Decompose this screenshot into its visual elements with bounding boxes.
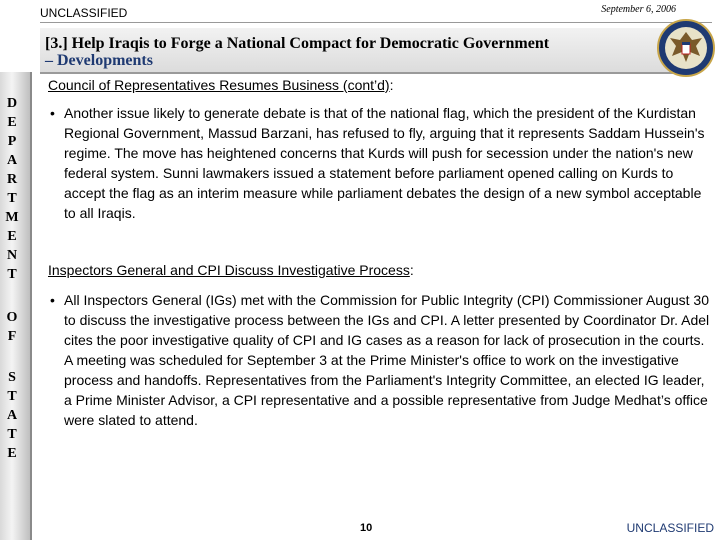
sidebar-letter: T — [7, 427, 17, 442]
bullet-dot-icon: • — [50, 105, 55, 121]
section-heading-text: Inspectors General and CPI Discuss Investigative Process — [48, 262, 410, 278]
section-heading-inspectors — [48, 262, 414, 278]
sidebar-letter: E — [7, 229, 17, 244]
heading-colon: : — [409, 262, 414, 278]
sidebar-letter: M — [5, 210, 19, 225]
section-heading-council — [48, 77, 394, 93]
heading-colon: : — [389, 77, 394, 93]
department-seal-icon — [656, 18, 716, 78]
sidebar-letter: O — [6, 310, 18, 325]
slide-title: [3.] Help Iraqis to Forge a National Compact for Democratic Government — [45, 35, 550, 52]
sidebar-letter: E — [7, 446, 17, 461]
sidebar-letter: T — [7, 389, 17, 404]
sidebar-letter: D — [6, 96, 18, 111]
sidebar-letter: S — [8, 370, 16, 385]
section-heading-text: Council of Representatives Resumes Business (cont’d) — [48, 77, 390, 93]
sidebar-letter: R — [6, 172, 18, 187]
sidebar-letter: T — [7, 191, 17, 206]
bullet-text: All Inspectors General (IGs) met with the Commission for Public Integrity (CPI) Commissioner August 30 to discuss the investigative process between the IGs and CPI. A letter presented by Coordinator Dr. Adel cites the poor investigative quality of CPI and IG cases as a reason for lack of prosecution in the courts. A meeting was scheduled for September 3 at the Prime Minister's office to work on the investigative process and handoffs. Representatives from the Parliament's Integrity Committee, an elected IG leader, a Prime Minister Advisor, a CPI representative and a possible representative from Judge Medhat’s office were slated to attend. — [64, 292, 710, 428]
bottom-classification: UNCLASSIFIED — [626, 521, 714, 535]
sidebar-letter: T — [7, 267, 17, 282]
sidebar-letter: N — [6, 248, 18, 263]
sidebar-letter: F — [7, 329, 17, 344]
top-classification: UNCLASSIFIED — [40, 6, 128, 20]
header-divider — [40, 22, 712, 23]
bullet-national-flag — [50, 103, 710, 223]
bullet-dot-icon: • — [50, 292, 55, 308]
sidebar-letter: A — [6, 408, 18, 423]
sidebar-letter: P — [7, 134, 17, 149]
bullet-inspectors-general — [50, 290, 710, 430]
page-number: 10 — [360, 522, 373, 534]
sidebar-letter: E — [7, 115, 17, 130]
document-date: September 6, 2006 — [601, 4, 676, 15]
sidebar-band — [0, 72, 32, 540]
bullet-text: Another issue likely to generate debate is that of the national flag, which the president of the Kurdistan Regional Government, Massud Barzani, has refused to fly, arguing that it represents Saddam Hussein's regime. The move has heightened concerns that Kurds will push for secession under the nation's new federal system. Sunni lawmakers issued a statement before parliament opened calling on Kurds to accept the flag as an interim measure while parliament debates the design of a new symbol acceptable to all Iraqis. — [64, 105, 705, 221]
sidebar-letter: A — [6, 153, 18, 168]
slide-subtitle: – Developments — [45, 52, 153, 69]
